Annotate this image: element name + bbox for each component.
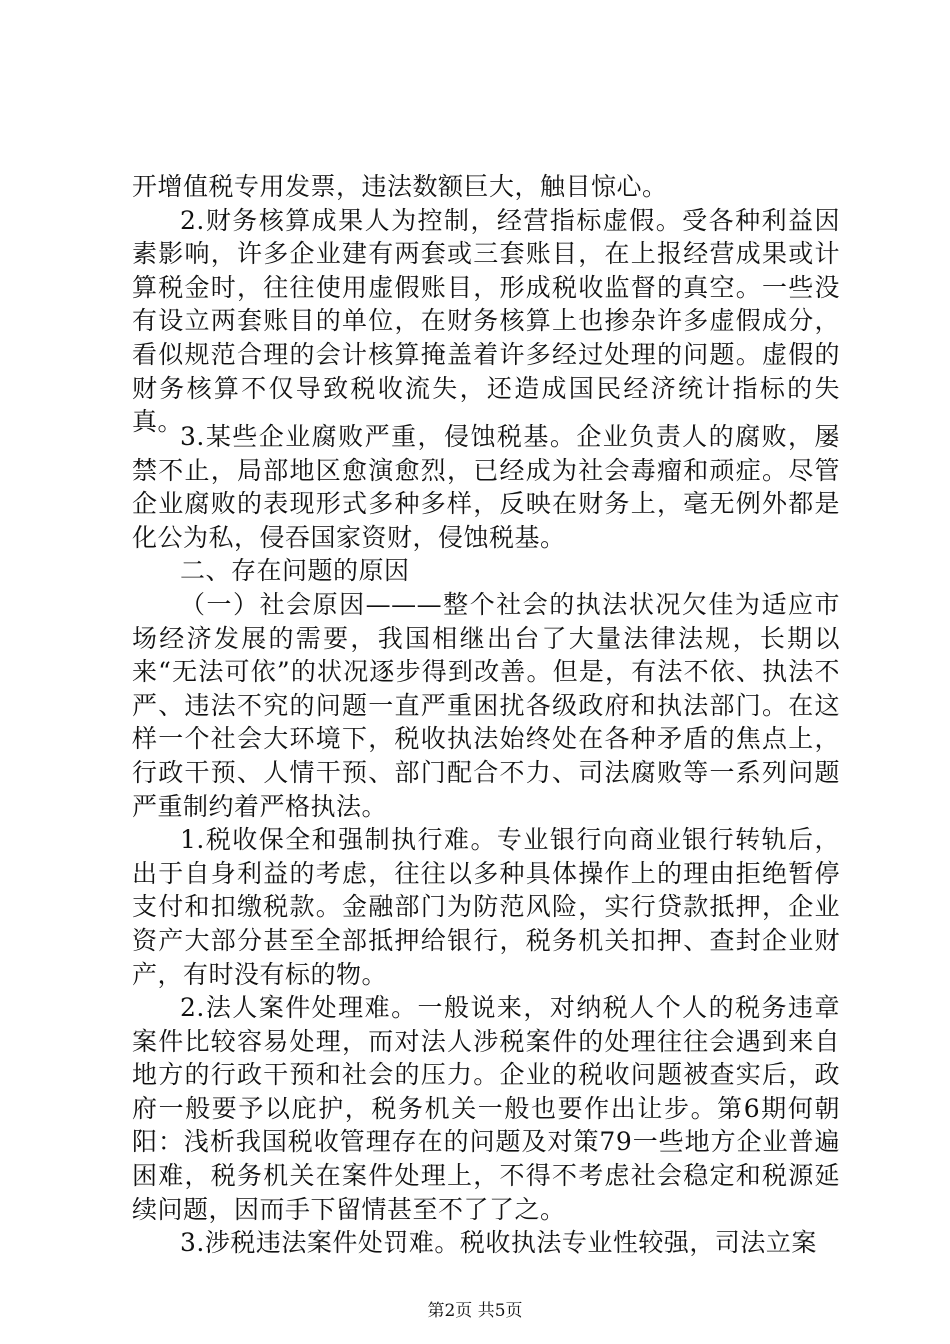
text-section-bottom [132, 420, 840, 1260]
paragraph-point-1: 1.税收保全和强制执行难。专业银行向商业银行转轨后，出于自身利益的考虑，往往以多种具体操作上的理由拒绝暂停支付和扣缴税款。金融部门为防范风险，实行贷款抵押，企业资产大部分甚至全部抵押给银行，税务机关扣押、查封企业财产，有时没有标的物。 [132, 825, 840, 989]
text-section-top [132, 170, 840, 439]
paragraph-item-3: 3.某些企业腐败严重，侵蚀税基。企业负责人的腐败，屡禁不止，局部地区愈演愈烈，已经成为社会毒瘤和顽症。尽管企业腐败的表现形式多种多样，反映在财务上，毫无例外都是化公为私，侵吞国家资财，侵蚀税基。 [132, 422, 840, 552]
paragraph-continuation: 开增值税专用发票，违法数额巨大，触目惊心。 [132, 172, 668, 201]
paragraph-social-reasons: （一）社会原因———整个社会的执法状况欠佳为适应市场经济发展的需要，我国相继出台了大量法律法规，长期以来“无法可依”的状况逐步得到改善。但是，有法不依、执法不严、违法不究的问题一直严重困扰各级政府和执法部门。在这样一个社会大环境下，税收执法始终处在各种矛盾的焦点上，行政干预、人情干预、部门配合不力、司法腐败等一系列问题严重制约着严格执法。 [132, 589, 840, 821]
page-number-footer: 第2页 共5页 [427, 1301, 523, 1321]
paragraph-point-2: 2.法人案件处理难。一般说来，对纳税人个人的税务违章案件比较容易处理，而对法人涉税案件的处理往往会遇到来自地方的行政干预和社会的压力。企业的税收问题被查实后，政府一般要予以庇护，税务机关一般也要作出让步。第6期何朝阳：浅析我国税收管理存在的问题及对策79一些地方企业普遍困难，税务机关在案件处理上，不得不考虑社会稳定和税源延续问题，因而手下留情甚至不了了之。 [132, 993, 840, 1224]
paragraph-item-2: 2.财务核算成果人为控制，经营指标虚假。受各种利益因素影响，许多企业建有两套或三套账目，在上报经营成果或计算税金时，往往使用虚假账目，形成税收监督的真空。一些没有设立两套账目的单位，在财务核算上也掺杂许多虚假成分，看似规范合理的会计核算掩盖着许多经过处理的问题。虚假的财务核算不仅导致税收流失，还造成国民经济统计指标的失真。 [132, 205, 840, 437]
paragraph-point-3: 3.涉税违法案件处罚难。税收执法专业性较强，司法立案 [180, 1228, 817, 1258]
section-heading: 二、存在问题的原因 [180, 556, 410, 586]
